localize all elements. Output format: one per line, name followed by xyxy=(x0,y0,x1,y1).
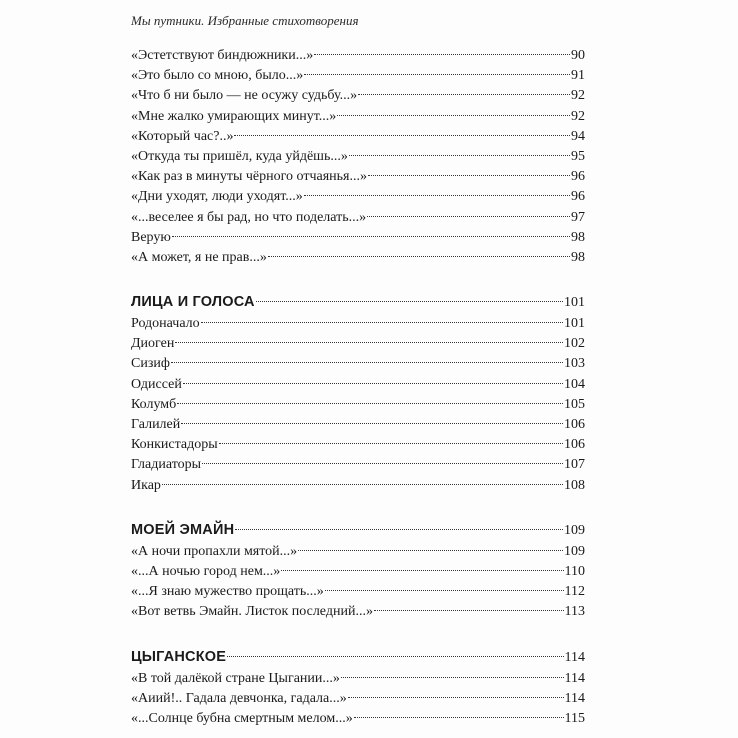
toc-entry-title: «Дни уходят, люди уходят...» xyxy=(131,189,303,205)
page-number: 104 xyxy=(564,376,585,392)
toc-entry-title: «Вот ветвь Эмайн. Листок последний...» xyxy=(131,604,373,620)
toc-entry xyxy=(131,476,585,496)
toc-entry xyxy=(131,542,585,562)
toc-entry xyxy=(131,602,585,622)
dot-leader xyxy=(172,236,570,237)
page-number: 92 xyxy=(571,108,585,124)
toc-entry xyxy=(131,147,585,167)
toc-entry xyxy=(131,107,585,127)
page-number: 96 xyxy=(571,169,585,185)
page-number: 98 xyxy=(571,229,585,245)
dot-leader xyxy=(175,342,563,343)
section-heading-title: МОЕЙ ЭМАЙН xyxy=(131,521,235,538)
page-number: 97 xyxy=(571,209,585,225)
page-number: 101 xyxy=(564,316,585,332)
dot-leader xyxy=(304,195,570,196)
toc-entry xyxy=(131,375,585,395)
running-head: Мы путники. Избранные стихотворения xyxy=(131,13,359,28)
toc-entry xyxy=(131,354,585,374)
toc-entry xyxy=(131,187,585,207)
toc-entry-title: Родоначало xyxy=(131,316,200,332)
dot-leader xyxy=(162,484,563,485)
page-number: 110 xyxy=(564,563,585,579)
toc-entry-title: Икар xyxy=(131,477,161,493)
toc-entry xyxy=(131,86,585,106)
toc-entry-title: «...веселее я бы рад, но что поделать...» xyxy=(131,209,367,225)
toc-entry-title: «А может, я не прав...» xyxy=(131,249,267,265)
page-number: 107 xyxy=(564,457,585,473)
dot-leader xyxy=(325,590,564,591)
dot-leader xyxy=(354,717,564,718)
dot-leader xyxy=(171,362,563,363)
dot-leader xyxy=(177,403,563,404)
toc-entry xyxy=(131,334,585,354)
page-number: 101 xyxy=(564,295,585,311)
section-heading xyxy=(131,290,585,314)
section-spacer xyxy=(131,268,585,290)
page-number: 98 xyxy=(571,249,585,265)
page-number: 109 xyxy=(564,522,585,538)
toc-entry xyxy=(131,66,585,86)
dot-leader xyxy=(234,135,570,136)
section-heading-title: ЦЫГАНСКОЕ xyxy=(131,648,227,665)
dot-leader xyxy=(298,550,563,551)
dot-leader xyxy=(368,175,570,176)
toc-entry xyxy=(131,435,585,455)
toc-entry xyxy=(131,228,585,248)
dot-leader xyxy=(304,74,570,75)
toc-entry-title: «...Солнце бубна смертным мелом...» xyxy=(131,710,353,726)
toc-entry-title: «Это было со мною, было...» xyxy=(131,68,304,84)
toc-entry-title: «В той далёкой стране Цыгании...» xyxy=(131,670,340,686)
dot-leader xyxy=(281,570,563,571)
section-spacer xyxy=(131,623,585,645)
dot-leader xyxy=(349,155,570,156)
toc-entry xyxy=(131,582,585,602)
toc-entry xyxy=(131,314,585,334)
toc-entry-title: Сизиф xyxy=(131,356,170,372)
section-heading xyxy=(131,645,585,669)
toc-entry-title: «Мне жалко умирающих минут...» xyxy=(131,108,337,124)
toc-entry xyxy=(131,562,585,582)
toc-entry-title: «...А ночью город нем...» xyxy=(131,563,281,579)
toc-entry xyxy=(131,167,585,187)
dot-leader xyxy=(358,94,570,95)
page-number: 106 xyxy=(564,437,585,453)
page-number: 103 xyxy=(564,356,585,372)
dot-leader xyxy=(183,383,563,384)
toc-entry-title: «Как раз в минуты чёрного отчаянья...» xyxy=(131,169,367,185)
page-number: 102 xyxy=(564,336,585,352)
toc-entry xyxy=(131,669,585,689)
page-number: 113 xyxy=(564,604,585,620)
page-number: 114 xyxy=(564,670,585,686)
page-number: 115 xyxy=(564,710,585,726)
toc-entry xyxy=(131,208,585,228)
dot-leader xyxy=(201,322,563,323)
toc-entry xyxy=(131,248,585,268)
toc-entry-title: «Откуда ты пришёл, куда уйдёшь...» xyxy=(131,148,348,164)
page-number: 96 xyxy=(571,189,585,205)
dot-leader xyxy=(374,610,564,611)
dot-leader xyxy=(256,301,563,302)
page-number: 105 xyxy=(564,396,585,412)
toc-entry xyxy=(131,709,585,729)
dot-leader xyxy=(314,54,570,55)
page-number: 112 xyxy=(564,584,585,600)
toc-entry-title: Диоген xyxy=(131,336,175,352)
toc-entry xyxy=(131,46,585,66)
dot-leader xyxy=(337,115,570,116)
dot-leader xyxy=(219,443,563,444)
page-number: 90 xyxy=(571,48,585,63)
toc-entry xyxy=(131,127,585,147)
toc-entry-title: Колумб xyxy=(131,396,177,412)
toc-entry-title: Одиссей xyxy=(131,376,182,392)
page-number: 114 xyxy=(564,649,585,665)
page-number: 108 xyxy=(564,477,585,493)
section-heading xyxy=(131,518,585,542)
page-number: 114 xyxy=(564,690,585,706)
toc-entry-title: Галилей xyxy=(131,417,181,432)
table-of-contents xyxy=(131,46,585,729)
page-number: 95 xyxy=(571,148,585,164)
toc-entry xyxy=(131,689,585,709)
dot-leader xyxy=(181,423,563,424)
toc-entry xyxy=(131,455,585,475)
page-number: 94 xyxy=(571,128,585,144)
toc-entry xyxy=(131,395,585,415)
page-number: 106 xyxy=(564,417,585,432)
section-spacer xyxy=(131,496,585,518)
toc-entry-title: Конкистадоры xyxy=(131,437,218,453)
toc-entry-title: «Который час?..» xyxy=(131,128,234,144)
dot-leader xyxy=(367,216,570,217)
toc-entry-title: Гладиаторы xyxy=(131,457,202,473)
toc-entry-title: «Что б ни было — не осужу судьбу...» xyxy=(131,88,358,104)
section-heading-title: ЛИЦА И ГОЛОСА xyxy=(131,294,255,311)
toc-entry-title: Верую xyxy=(131,229,171,245)
toc-entry-title: «...Я знаю мужество прощать...» xyxy=(131,584,324,600)
dot-leader xyxy=(202,463,563,464)
toc-entry-title: «А ночи пропахли мятой...» xyxy=(131,543,298,559)
toc-entry-title: «Аиий!.. Гадала девчонка, гадала...» xyxy=(131,690,347,706)
page-number: 91 xyxy=(571,68,585,84)
dot-leader xyxy=(268,256,570,257)
dot-leader xyxy=(348,697,564,698)
dot-leader xyxy=(341,677,564,678)
page-number: 109 xyxy=(564,543,585,559)
toc-entry xyxy=(131,415,585,435)
dot-leader xyxy=(235,529,563,530)
page-number: 92 xyxy=(571,88,585,104)
toc-entry-title: «Эстетствуют биндюжники...» xyxy=(131,48,314,63)
dot-leader xyxy=(227,656,563,657)
